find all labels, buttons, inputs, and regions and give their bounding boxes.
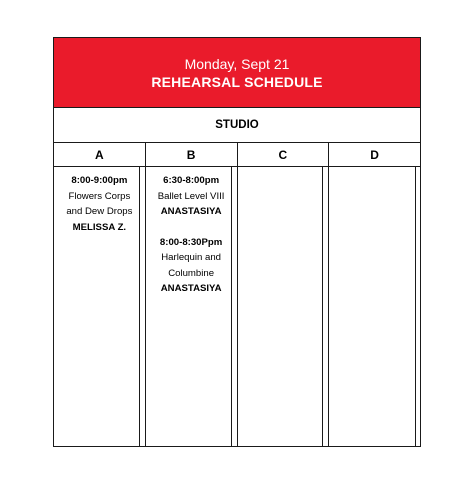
schedule-title: REHEARSAL SCHEDULE [151, 73, 323, 90]
entry-time: 6:30-8:00pm [163, 175, 220, 186]
entry-instructor: ANASTASIYA [160, 206, 222, 217]
schedule-entry [54, 173, 145, 235]
entry-class-line: Ballet Level VIII [157, 190, 225, 202]
schedule-entry [146, 235, 237, 297]
column-header-a: A [54, 143, 146, 166]
column-header-d: D [370, 147, 379, 162]
column-a-entries [54, 167, 145, 235]
schedule-date: Monday, Sept 21 [184, 55, 290, 72]
column-header-b: B [146, 143, 238, 166]
schedule-grid [54, 143, 420, 446]
entry-class-line: and Dew Drops [66, 206, 133, 217]
column-c [238, 167, 330, 446]
column-header-c: C [238, 143, 330, 166]
entry-class-line: Columbine [168, 267, 215, 279]
entry-instructor: MELISSA Z. [72, 221, 127, 233]
schedule-sheet [53, 37, 421, 447]
entry-time: 8:00-9:00pm [71, 175, 128, 186]
entry-class-line: Harlequin and [161, 252, 221, 263]
schedule-entry [146, 173, 237, 220]
schedule-header [54, 38, 420, 108]
entry-time: 8:00-8:30Ppm [159, 236, 223, 248]
column-b [146, 167, 238, 446]
entry-instructor: ANASTASIYA [160, 283, 222, 294]
entry-class-line: Flowers Corps [68, 190, 131, 202]
schedule-columns [54, 167, 420, 446]
column-b-entries [146, 167, 237, 297]
column-header-row [54, 143, 420, 167]
column-a [54, 167, 146, 446]
studio-label: STUDIO [54, 108, 420, 143]
column-d [329, 167, 420, 446]
